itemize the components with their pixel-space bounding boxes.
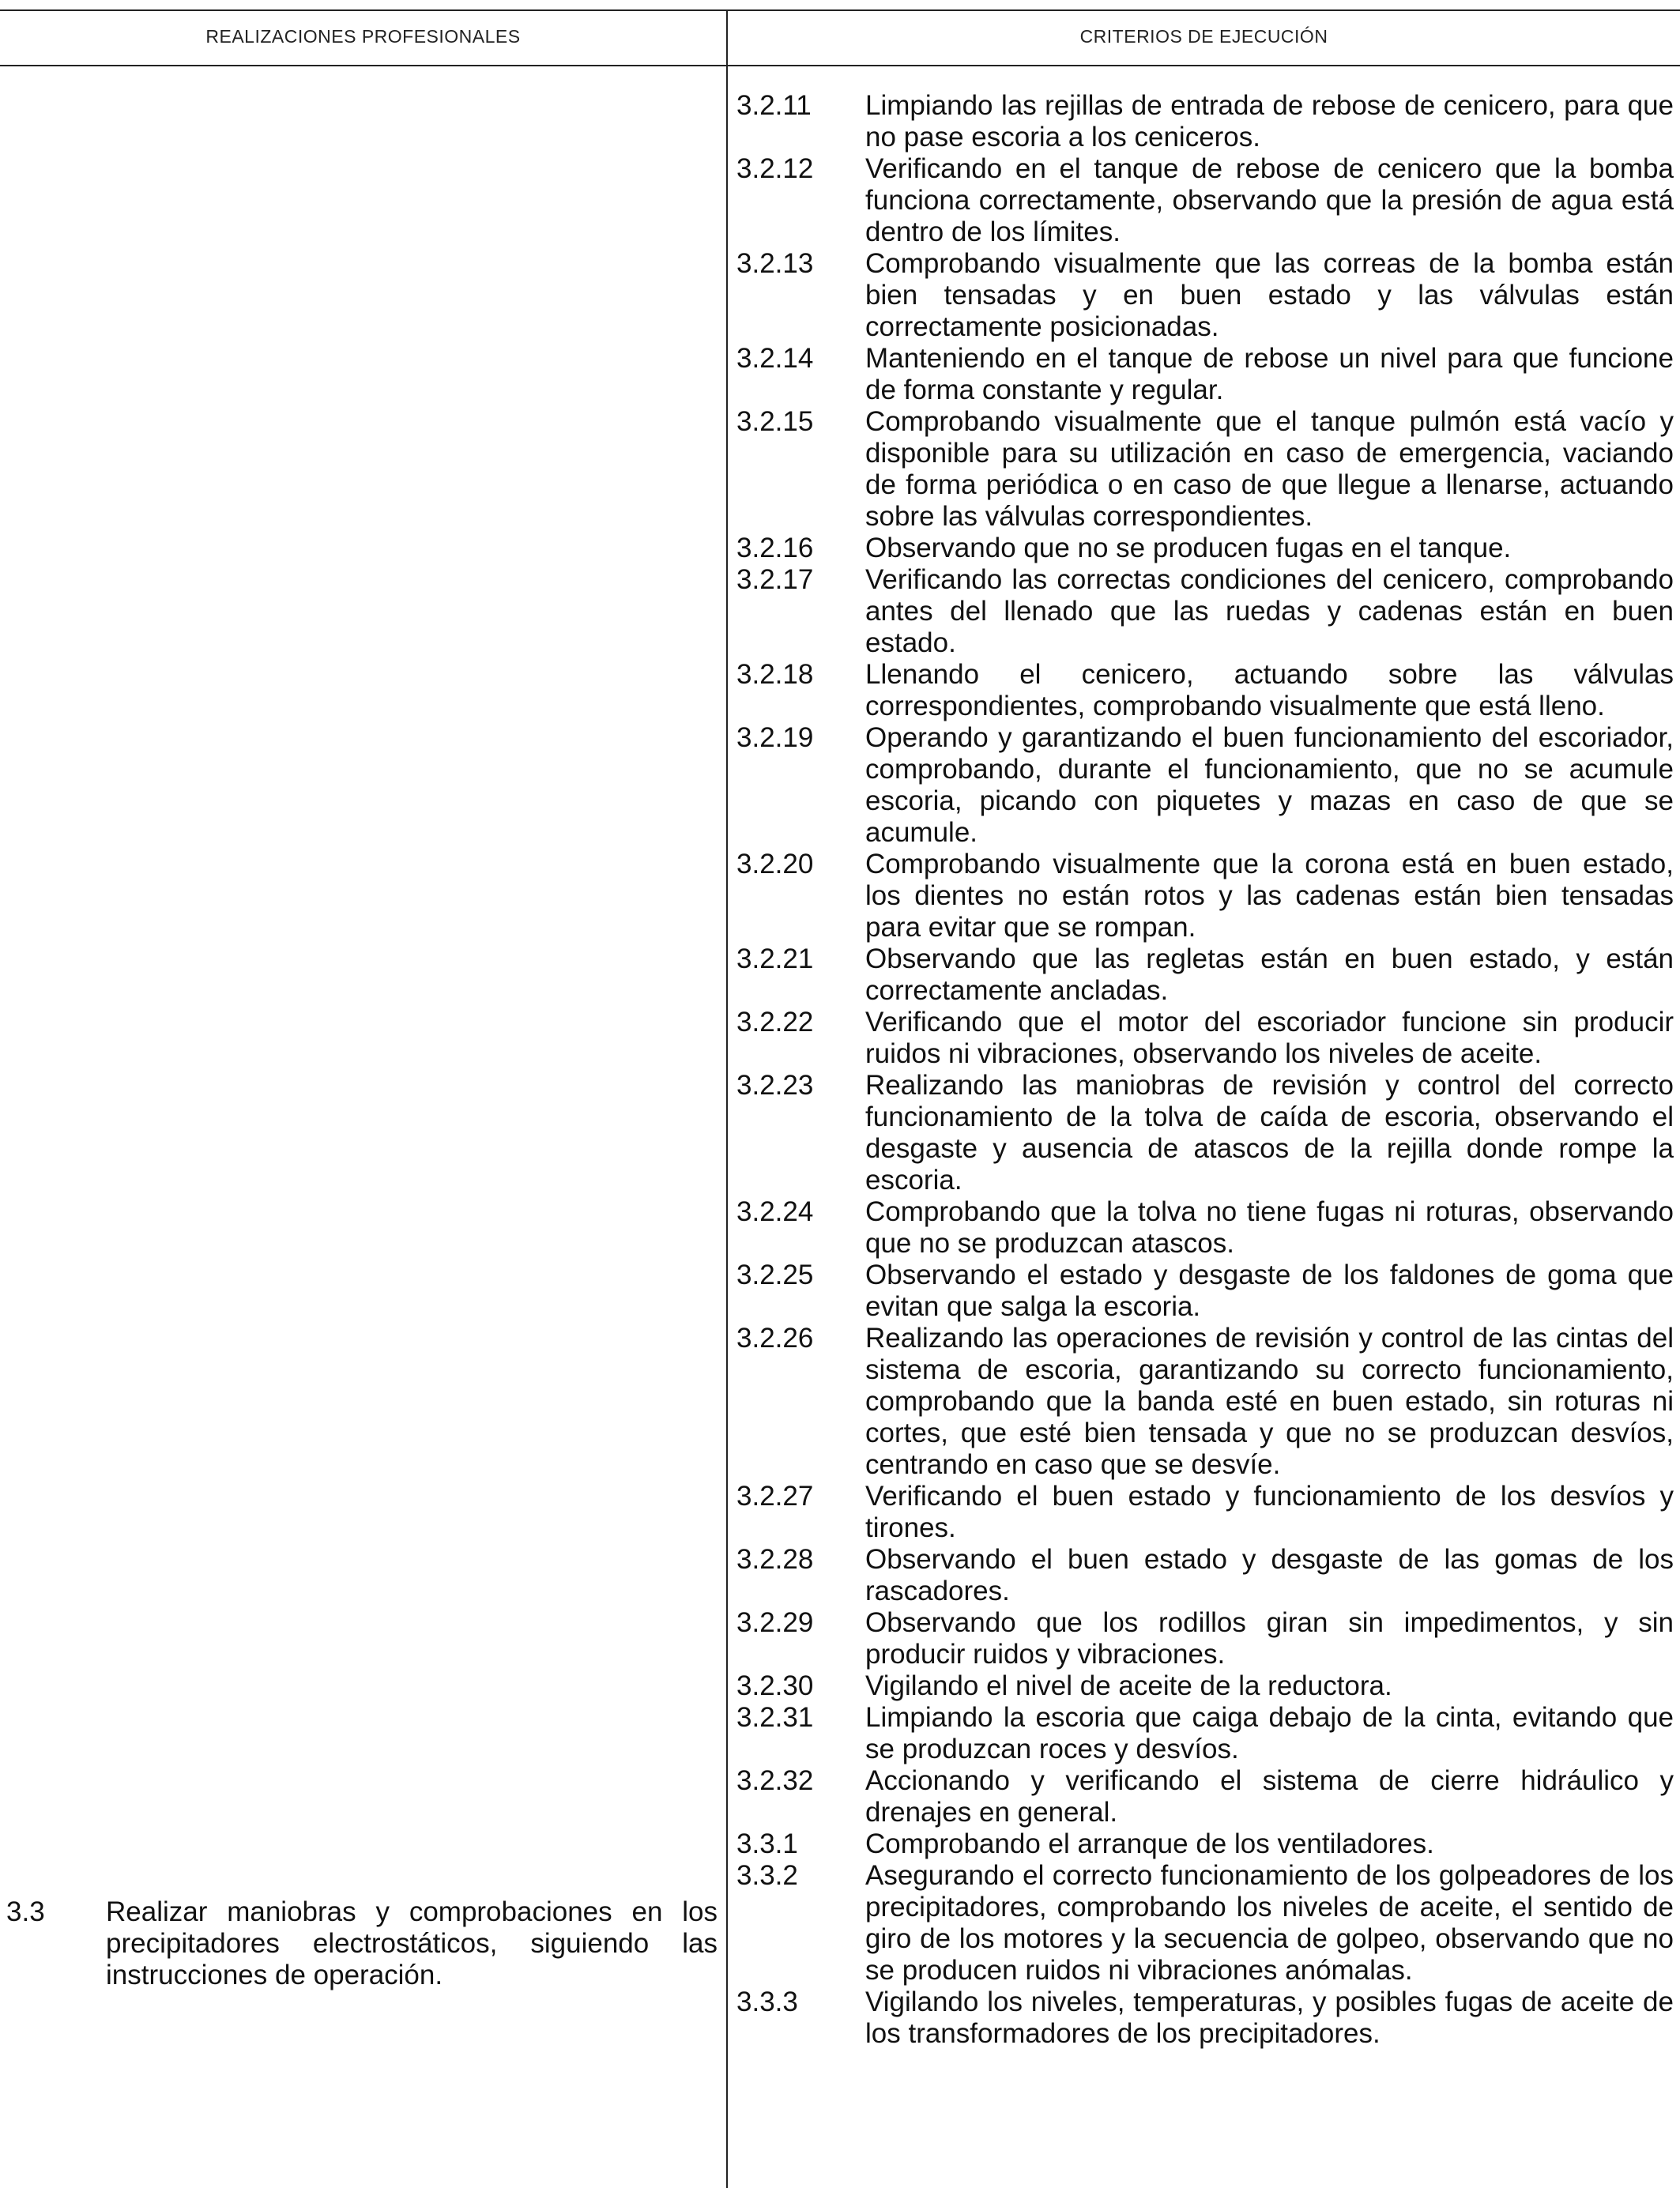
criterio-text: Accionando y verificando el sistema de cierre hidráulico y drenajes en general. [865, 1765, 1674, 1828]
criterio-number: 3.2.27 [736, 1481, 814, 1512]
criterio-number: 3.2.25 [736, 1260, 814, 1290]
criterio-row [736, 90, 1674, 153]
criterio-row [736, 1828, 1674, 1860]
criterio-text: Limpiando la escoria que caiga debajo de la cinta, evitando que se produzcan roces y desvíos. [865, 1702, 1674, 1764]
criterio-number: 3.2.19 [736, 722, 814, 753]
criterio-text: Realizando las maniobras de revisión y control del correcto funcionamiento de la tolva de caída de escoria, observando el desgaste y ausencia de atascos de la rejilla donde rompe la escoria. [865, 1070, 1674, 1196]
criterio-row [736, 406, 1674, 533]
criterio-number: 3.2.29 [736, 1607, 814, 1638]
criterio-row [736, 533, 1674, 564]
criterio-number: 3.3.2 [736, 1860, 798, 1891]
criterio-row [736, 849, 1674, 943]
criterio-text: Limpiando las rejillas de entrada de rebose de cenicero, para que no pase escoria a los ceniceros. [865, 90, 1674, 153]
criterio-text: Comprobando visualmente que la corona está en buen estado, los dientes no están rotos y las cadenas están bien tensadas para evitar que se rompan. [865, 849, 1674, 943]
criterio-number: 3.2.17 [736, 564, 814, 595]
criterio-row [736, 1607, 1674, 1670]
criterio-row [736, 1765, 1674, 1828]
criterio-text: Observando el estado y desgaste de los faldones de goma que evitan que salga la escoria. [865, 1260, 1674, 1322]
criterio-number: 3.2.32 [736, 1765, 814, 1796]
criterio-text: Verificando en el tanque de rebose de cenicero que la bomba funciona correctamente, observando que la presión de agua está dentro de los límites. [865, 153, 1674, 247]
criterio-number: 3.2.30 [736, 1670, 814, 1701]
criterio-row [736, 1007, 1674, 1070]
criterio-text: Vigilando los niveles, temperaturas, y posibles fugas de aceite de los transformadores de los precipitadores. [865, 1987, 1674, 2049]
criterio-number: 3.2.28 [736, 1544, 814, 1575]
criterio-text: Verificando las correctas condiciones del cenicero, comprobando antes del llenado que las ruedas y cadenas están en buen estado. [865, 564, 1674, 658]
criterio-text: Manteniendo en el tanque de rebose un nivel para que funcione de forma constante y regular. [865, 343, 1674, 405]
criterio-row [736, 722, 1674, 849]
criterio-text: Observando el buen estado y desgaste de las gomas de los rascadores. [865, 1544, 1674, 1606]
criterio-row [736, 1544, 1674, 1607]
criterio-number: 3.2.12 [736, 153, 814, 184]
criterio-row [736, 1481, 1674, 1544]
realizacion-item [6, 1896, 718, 1991]
criterio-text: Comprobando el arranque de los ventiladores. [865, 1828, 1434, 1859]
criterio-row [736, 248, 1674, 343]
criterio-row [736, 153, 1674, 248]
criterio-text: Realizando las operaciones de revisión y control de las cintas del sistema de escoria, garantizando su correcto funcionamiento, comprobando que la banda esté en buen estado, sin roturas ni cortes, que esté bien tensada y que no se produzcan desvíos, centrando en caso que se desvíe. [865, 1323, 1674, 1480]
table-top-rule [0, 9, 1680, 11]
criterio-number: 3.3.1 [736, 1828, 798, 1859]
criterio-number: 3.2.26 [736, 1323, 814, 1354]
criterio-text: Llenando el cenicero, actuando sobre las válvulas correspondientes, comprobando visualmente que está lleno. [865, 659, 1674, 721]
criterio-row [736, 564, 1674, 659]
criterio-text: Verificando el buen estado y funcionamiento de los desvíos y tirones. [865, 1481, 1674, 1543]
criterio-number: 3.2.22 [736, 1007, 814, 1038]
criterio-row [736, 1987, 1674, 2050]
criterio-row [736, 943, 1674, 1007]
criterio-text: Comprobando que la tolva no tiene fugas ni roturas, observando que no se produzcan atascos. [865, 1196, 1674, 1259]
criterio-text: Operando y garantizando el buen funcionamiento del escoriador, comprobando, durante el funcionamiento, que no se acumule escoria, picando con piquetes y mazas en caso de que se acumule. [865, 722, 1674, 848]
table-header-rule [0, 65, 1680, 66]
criterio-number: 3.2.14 [736, 343, 814, 374]
criterio-number: 3.2.18 [736, 659, 814, 690]
criterio-number: 3.2.16 [736, 533, 814, 563]
column-header-criterios: CRITERIOS DE EJECUCIÓN [1079, 26, 1328, 47]
criterio-row [736, 1860, 1674, 1987]
criterio-number: 3.2.13 [736, 248, 814, 279]
criterio-number: 3.2.24 [736, 1196, 814, 1227]
criterio-number: 3.2.20 [736, 849, 814, 879]
criterio-number: 3.2.21 [736, 943, 814, 974]
criterio-row [736, 1196, 1674, 1260]
criterio-row [736, 343, 1674, 406]
realizacion-text: Realizar maniobras y comprobaciones en los precipitadores electrostáticos, siguiendo las instrucciones de operación. [106, 1896, 718, 1990]
criterio-row [736, 1323, 1674, 1481]
criterio-text: Verificando que el motor del escoriador funcione sin producir ruidos ni vibraciones, observando los niveles de aceite. [865, 1007, 1674, 1069]
criterio-number: 3.2.31 [736, 1702, 814, 1733]
criterio-row [736, 1670, 1674, 1702]
criterio-row [736, 1260, 1674, 1323]
criterio-number: 3.2.15 [736, 406, 814, 437]
criterio-text: Observando que no se producen fugas en el tanque. [865, 533, 1512, 563]
column-divider [726, 9, 728, 2188]
criterio-text: Vigilando el nivel de aceite de la reductora. [865, 1670, 1392, 1701]
criterio-text: Observando que las regletas están en buen estado, y están correctamente ancladas. [865, 943, 1674, 1006]
criterio-number: 3.2.11 [736, 90, 812, 121]
column-header-realizaciones: REALIZACIONES PROFESIONALES [205, 26, 521, 47]
criterio-row [736, 1702, 1674, 1765]
criterio-row [736, 659, 1674, 722]
criterio-row [736, 1070, 1674, 1196]
criterios-list [736, 90, 1674, 2050]
criterio-text: Asegurando el correcto funcionamiento de los golpeadores de los precipitadores, comprobando los niveles de aceite, el sentido de giro de los motores y la secuencia de golpeo, observando que no se producen ruidos ni vibraciones anómalas. [865, 1860, 1674, 1986]
criterio-text: Comprobando visualmente que el tanque pulmón está vacío y disponible para su utilización en caso de emergencia, vaciando de forma periódica o en caso de que llegue a llenarse, actuando sobre las válvulas correspondientes. [865, 406, 1674, 532]
criterio-text: Comprobando visualmente que las correas de la bomba están bien tensadas y en buen estado y las válvulas están correctamente posicionadas. [865, 248, 1674, 342]
realizacion-number: 3.3 [6, 1896, 45, 1927]
criterio-number: 3.3.3 [736, 1987, 798, 2017]
criterio-text: Observando que los rodillos giran sin impedimentos, y sin producir ruidos y vibraciones. [865, 1607, 1674, 1670]
criterio-number: 3.2.23 [736, 1070, 814, 1101]
